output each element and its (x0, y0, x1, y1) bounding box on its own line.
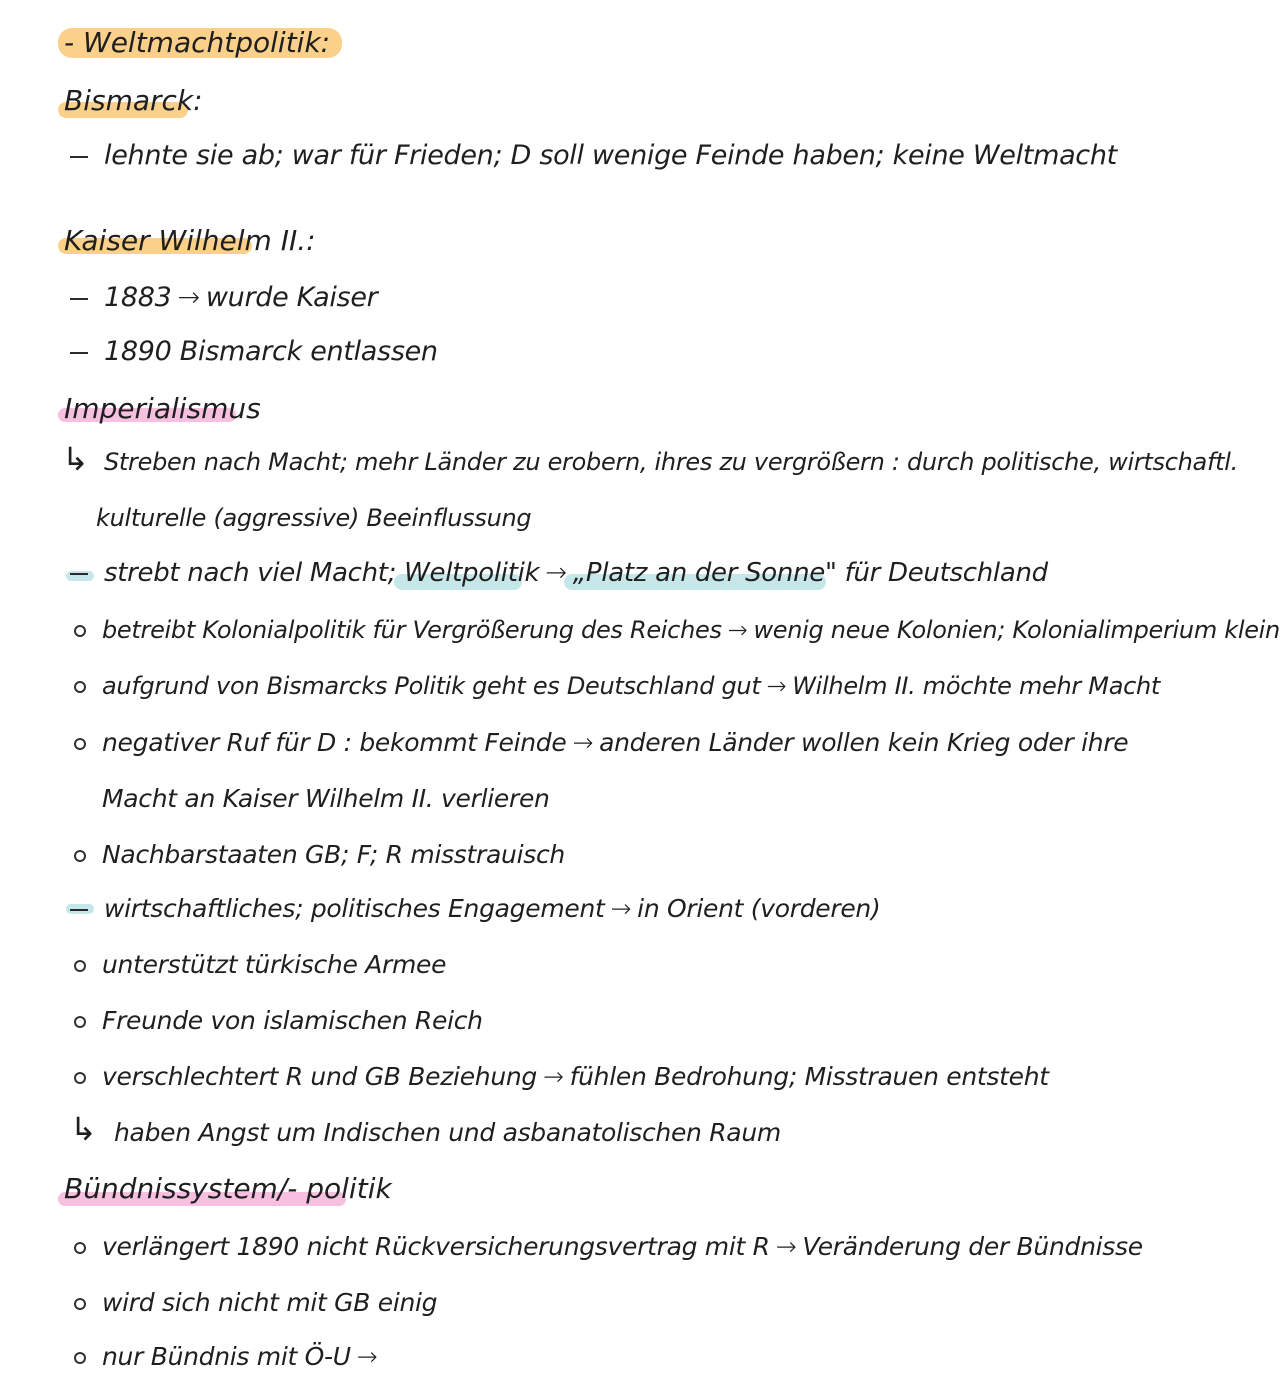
bullet-gb: wird sich nicht mit GB einig (74, 1288, 1080, 1317)
hook-arrow-icon: ↳ (70, 1110, 97, 1148)
kaiser-item-1890: 1890 Bismarck entlassen (70, 336, 1080, 367)
arrow-icon: → (177, 282, 200, 313)
bullet-bismarck-politik: aufgrund von Bismarcks Politik geht es Deutschland gut → Wilhelm II. möchte mehr Macht (74, 672, 1080, 700)
dash-engagement: wirtschaftliches; politisches Engagement → in Orient (vorderen) (70, 894, 1080, 923)
arrow-icon: → (572, 728, 594, 757)
heading-weltmachtpolitik: - Weltmachtpolitik: (64, 26, 331, 59)
arrow-icon: → (356, 1342, 378, 1371)
arrow-icon: → (775, 1232, 797, 1261)
bismarck-item: lehnte sie ab; war für Frieden; D soll wenige Feinde haben; keine Weltmacht (70, 140, 1080, 171)
bullet-negativer-ruf: negativer Ruf für D : bekommt Feinde → anderen Länder wollen kein Krieg oder ihre (74, 728, 1080, 757)
arrow-icon: → (766, 672, 787, 700)
arrow-icon: → (727, 616, 748, 644)
arrow-icon: → (545, 558, 567, 588)
dash-weltpolitik: strebt nach viel Macht; Weltpolitik → „Platz an der Sonne" für Deutschland (70, 558, 1080, 588)
bullet-kolonialpolitik: betreibt Kolonialpolitik für Vergrößerung des Reiches → wenig neue Kolonien; Kolonialimperium klein (74, 616, 1080, 644)
bullet-armee: unterstützt türkische Armee (74, 950, 1080, 979)
heading-bismarck: Bismarck: (64, 84, 203, 117)
heading-buendnis: Bündnissystem/- politik (64, 1172, 392, 1205)
bullet-negativer-ruf-cont: Macht an Kaiser Wilhelm II. verlieren (102, 784, 550, 813)
bullet-beziehung-cont: haben Angst um Indischen und asbanatolischen Raum (114, 1118, 781, 1147)
bullet-beziehung: verschlechtert R und GB Beziehung → fühlen Bedrohung; Misstrauen entsteht (74, 1062, 1080, 1091)
bullet-nachbarstaaten: Nachbarstaaten GB; F; R misstrauisch (74, 840, 1080, 869)
bullet-rueckversicherung: verlängert 1890 nicht Rückversicherungsvertrag mit R → Veränderung der Bündnisse (74, 1232, 1080, 1261)
hook-arrow-icon: ↳ (62, 440, 89, 478)
arrow-icon: → (542, 1062, 564, 1091)
imperialismus-definition-1: Streben nach Macht; mehr Länder zu erobern, ihres zu vergrößern : durch politische, wirtschaftl. (104, 448, 1238, 476)
heading-kaiser: Kaiser Wilhelm II.: (64, 224, 316, 257)
dash-bullet (70, 156, 88, 158)
bullet-oe-u: nur Bündnis mit Ö-U → (74, 1342, 1080, 1371)
heading-imperialismus: Imperialismus (64, 392, 261, 425)
bullet-freunde: Freunde von islamischen Reich (74, 1006, 1080, 1035)
arrow-icon: → (610, 894, 632, 923)
kaiser-item-1883: 1883 → wurde Kaiser (70, 282, 1080, 313)
imperialismus-definition-2: kulturelle (aggressive) Beeinflussung (96, 504, 532, 532)
